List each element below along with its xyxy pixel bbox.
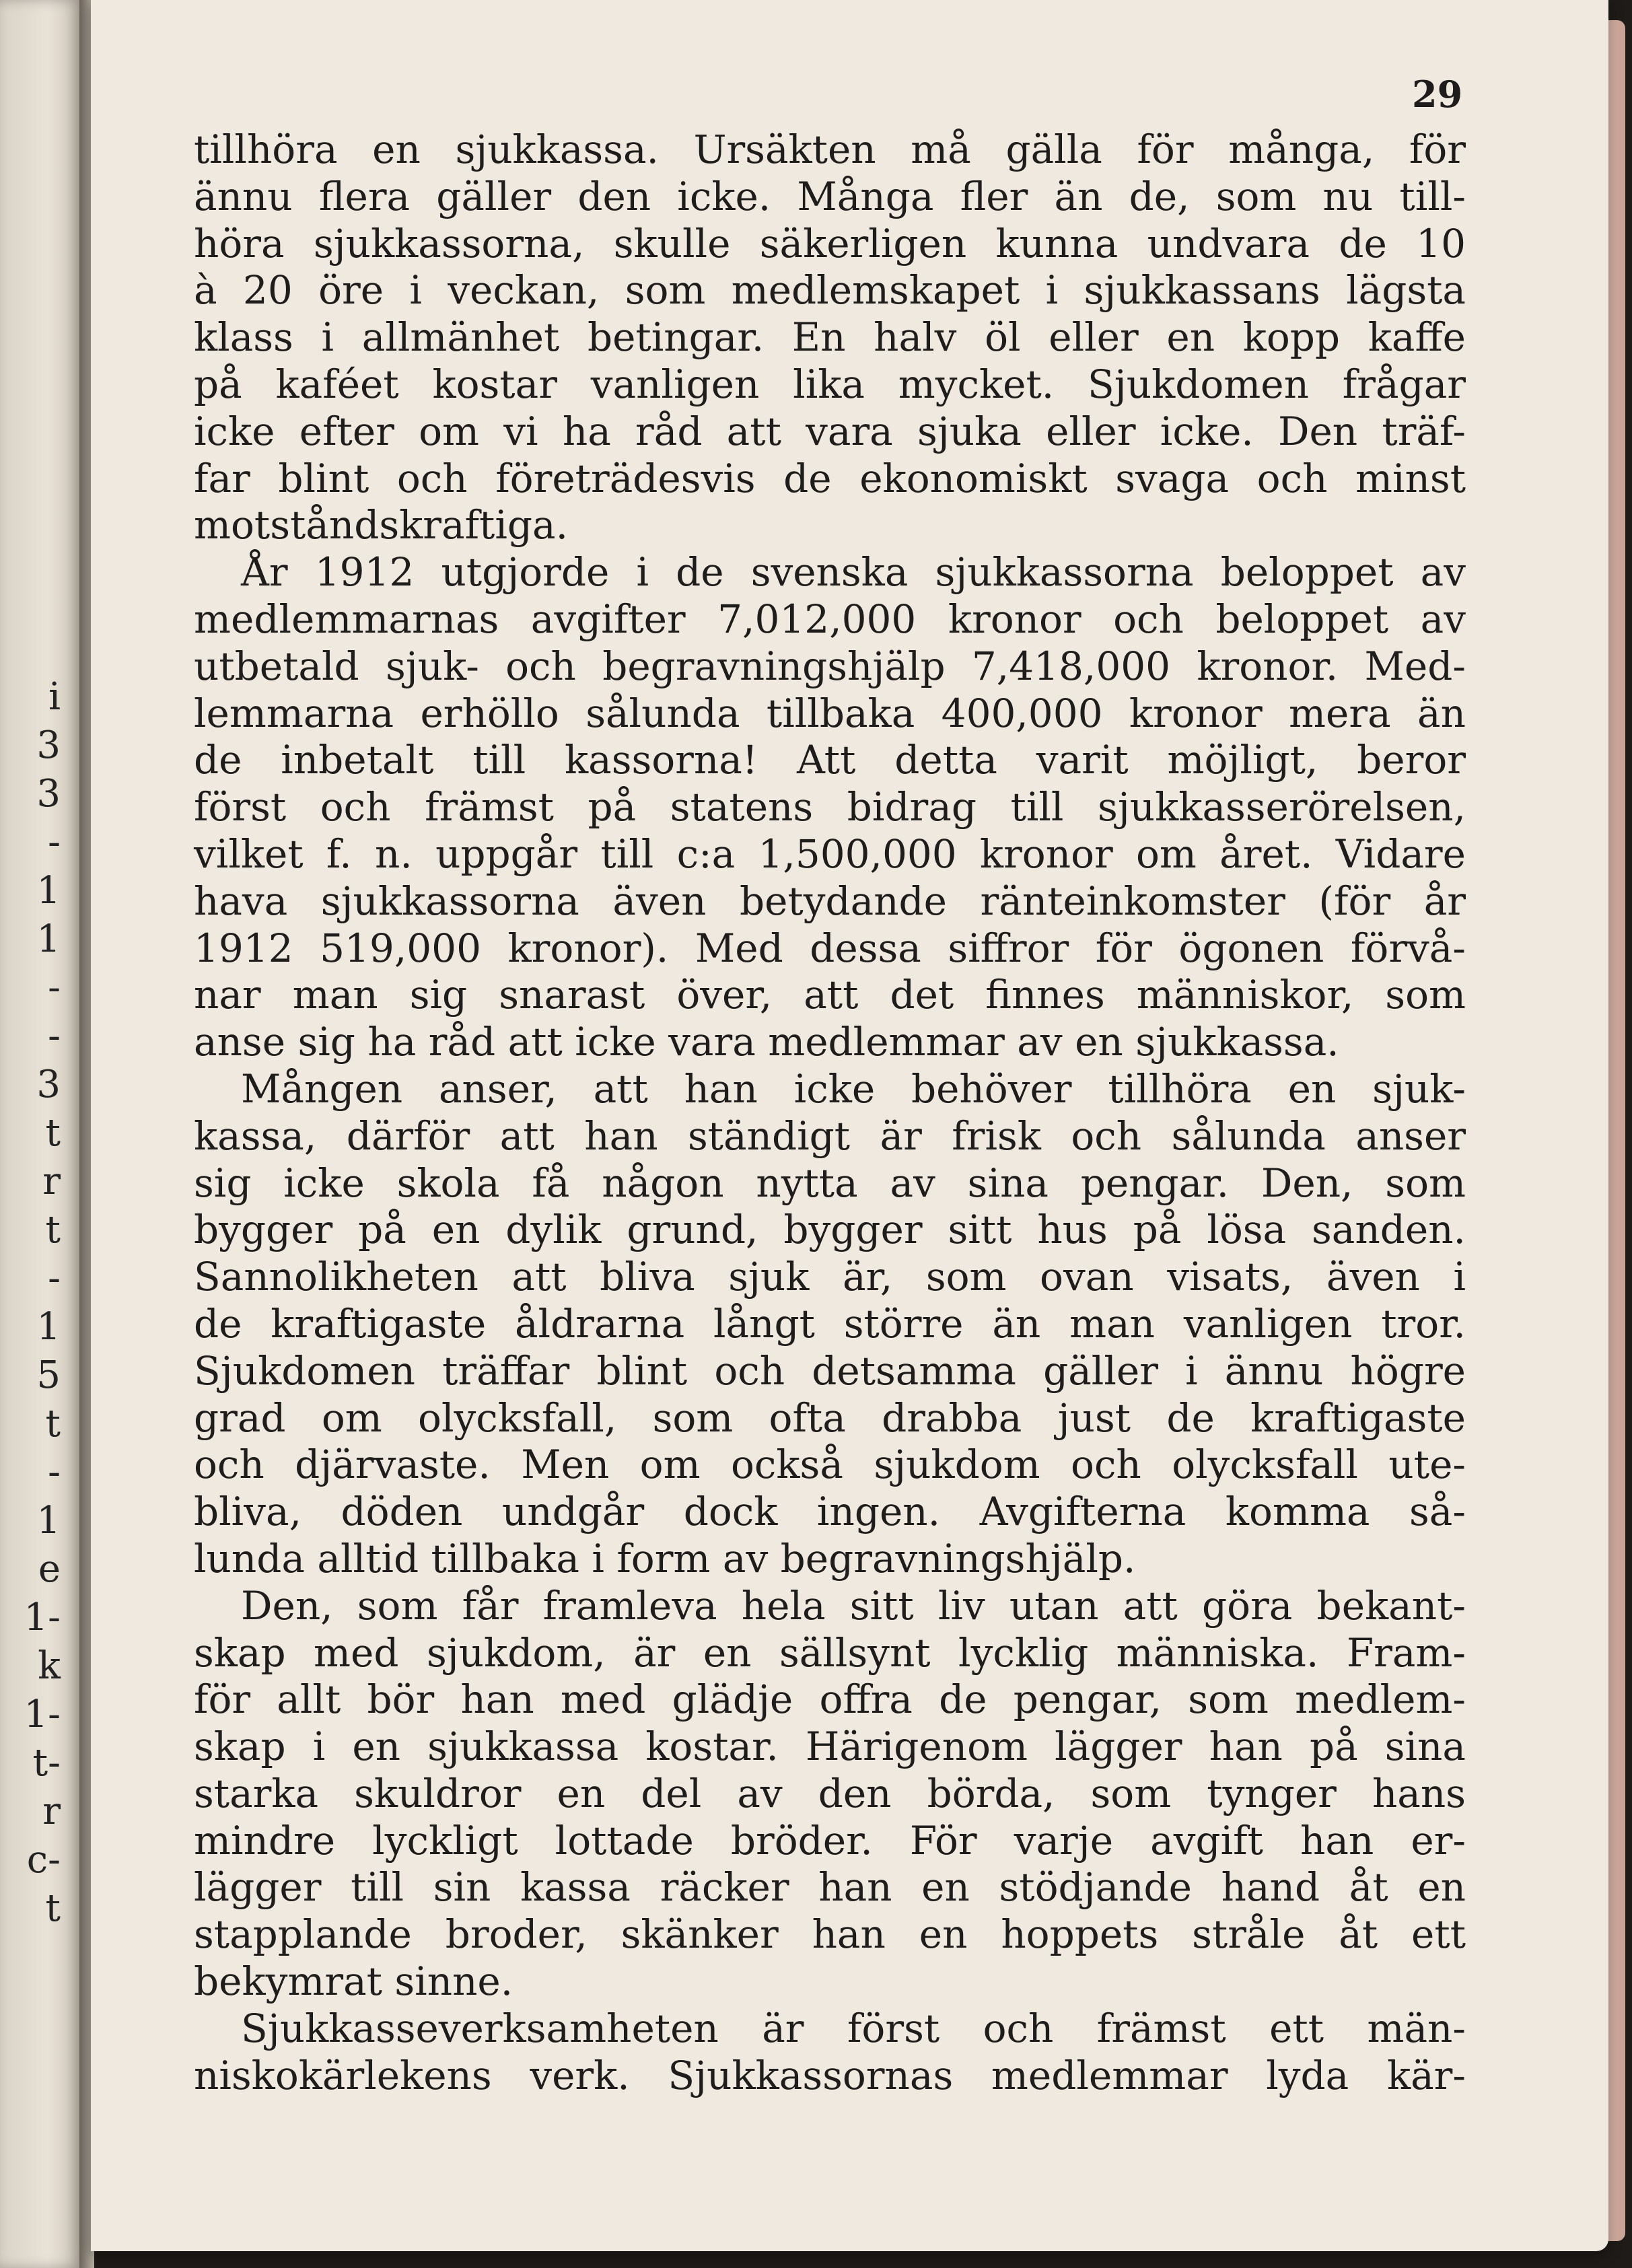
text-line: Den, som får framleva hela sitt liv utan att göra bekant- (241, 1582, 1466, 1629)
text-line: på kaféet kostar vanligen lika mycket. Sjukdomen frågar (194, 361, 1466, 407)
text-line: far blint och företrädesvis de ekonomiskt svaga och minst (194, 455, 1466, 501)
left-edge-char: r (42, 1789, 61, 1833)
text-line: ännu flera gäller den icke. Många fler än de, som nu till- (194, 173, 1466, 219)
left-edge-char: 1 (36, 1305, 61, 1349)
text-line: 1912 519,000 kronor). Med dessa siffror för ögonen förvå- (194, 925, 1466, 971)
text-line: mindre lyckligt lottade bröder. För varje avgift han er- (194, 1817, 1466, 1864)
left-edge-char: 5 (36, 1353, 61, 1397)
text-line: grad om olycksfall, som ofta drabba just de kraftigaste (194, 1394, 1466, 1441)
text-line: de inbetalt till kassorna! Att detta varit möjligt, beror (194, 737, 1466, 783)
left-edge-char: 1 (36, 869, 61, 913)
left-edge-char: 1 (36, 1499, 61, 1543)
text-line: höra sjukkassorna, skulle säkerligen kunna undvara de 10 (194, 220, 1466, 267)
left-edge-char: r (42, 1160, 61, 1203)
left-edge-char: - (48, 1014, 61, 1058)
left-page-edge-text (0, 673, 61, 1933)
text-line: sig icke skola få någon nytta av sina pengar. Den, som (194, 1160, 1466, 1206)
text-line: de kraftigaste åldrarna långt större än man vanligen tror. (194, 1300, 1466, 1347)
left-edge-char: k (38, 1644, 61, 1688)
text-line: lemmarna erhöllo sålunda tillbaka 400,000 kronor mera än (194, 690, 1466, 736)
left-edge-char: t- (32, 1741, 61, 1785)
left-edge-char: 1- (24, 1693, 61, 1736)
left-page-edge (0, 0, 79, 2268)
left-edge-char: t (45, 1111, 61, 1155)
left-edge-char: 3 (36, 772, 61, 816)
text-line: lägger till sin kassa räcker han en stödjande hand åt en (194, 1864, 1466, 1911)
page-number: 29 (1412, 73, 1463, 116)
text-line: motståndskraftiga. (194, 502, 569, 548)
left-edge-char: t (45, 1208, 61, 1252)
text-line: tillhöra en sjukkassa. Ursäkten må gälla för många, för (194, 127, 1466, 172)
left-edge-char: e (38, 1547, 61, 1591)
text-line: starka skuldror en del av den börda, som tynger hans (194, 1770, 1466, 1816)
text-line: hava sjukkassorna även betydande ränteinkomster (för år (194, 878, 1466, 924)
left-edge-char: 3 (36, 723, 61, 767)
text-line: bygger på en dylik grund, bygger sitt hus på lösa sanden. (194, 1207, 1466, 1253)
text-line: först och främst på statens bidrag till sjukkasserörelsen, (194, 784, 1466, 830)
left-edge-char: 1 (36, 917, 61, 961)
text-line: Mången anser, att han icke behöver tillhöra en sjuk- (241, 1065, 1466, 1112)
text-line: nar man sig snarast över, att det finnes människor, som (194, 972, 1466, 1018)
body-text (194, 127, 1466, 2099)
text-line: skap med sjukdom, är en sällsynt lycklig människa. Fram- (194, 1629, 1466, 1676)
left-edge-char: c- (26, 1838, 61, 1882)
text-line: kassa, därför att han ständigt är frisk och sålunda anser (194, 1112, 1466, 1159)
text-line: vilket f. n. uppgår till c:a 1,500,000 kronor om året. Vidare (194, 830, 1466, 877)
text-line: skap i en sjukkassa kostar. Härigenom lägger han på sina (194, 1724, 1466, 1770)
text-line: utbetald sjuk- och begravningshjälp 7,418,000 kronor. Med- (194, 643, 1466, 689)
text-line: à 20 öre i veckan, som medlemskapet i sjukkassans lägsta (194, 267, 1466, 314)
text-line: lunda alltid tillbaka i form av begravningshjälp. (194, 1535, 1136, 1582)
text-line: och djärvaste. Men om också sjukdom och olycksfall ute- (194, 1442, 1466, 1488)
left-edge-char: 3 (36, 1063, 61, 1106)
left-edge-char: t (45, 1886, 61, 1930)
text-line: stapplande broder, skänker han en hoppets stråle åt ett (194, 1911, 1466, 1958)
left-edge-char: i (48, 675, 61, 719)
text-line: icke efter om vi ha råd att vara sjuka eller icke. Den träf- (194, 408, 1466, 454)
left-edge-char: - (48, 1450, 61, 1494)
text-line: anse sig ha råd att icke vara medlemmar av en sjukkassa. (194, 1019, 1339, 1065)
left-edge-char: - (48, 1256, 61, 1300)
text-line: niskokärlekens verk. Sjukkassornas medlemmar lyda kär- (194, 2052, 1466, 2098)
text-line: bliva, döden undgår dock ingen. Avgifterna komma så- (194, 1489, 1466, 1535)
text-line: Sjukkasseverksamheten är först och främst ett män- (241, 2005, 1466, 2051)
text-line: Sannolikheten att bliva sjuk är, som ovan visats, även i (194, 1254, 1466, 1300)
left-edge-char: 1- (24, 1596, 61, 1639)
left-edge-char: - (48, 966, 61, 1009)
text-line: medlemmarnas avgifter 7,012,000 kronor och beloppet av (194, 596, 1466, 642)
left-edge-char: - (48, 820, 61, 864)
left-edge-char: t (45, 1402, 61, 1446)
text-line: för allt bör han med glädje offra de pengar, som medlem- (194, 1676, 1466, 1723)
text-line: klass i allmänhet betingar. En halv öl eller en kopp kaffe (194, 314, 1466, 361)
text-line: bekymrat sinne. (194, 1958, 513, 2005)
text-line: Sjukdomen träffar blint och detsamma gäller i ännu högre (194, 1347, 1466, 1394)
text-line: År 1912 utgjorde i de svenska sjukkassorna beloppet av (241, 549, 1466, 596)
